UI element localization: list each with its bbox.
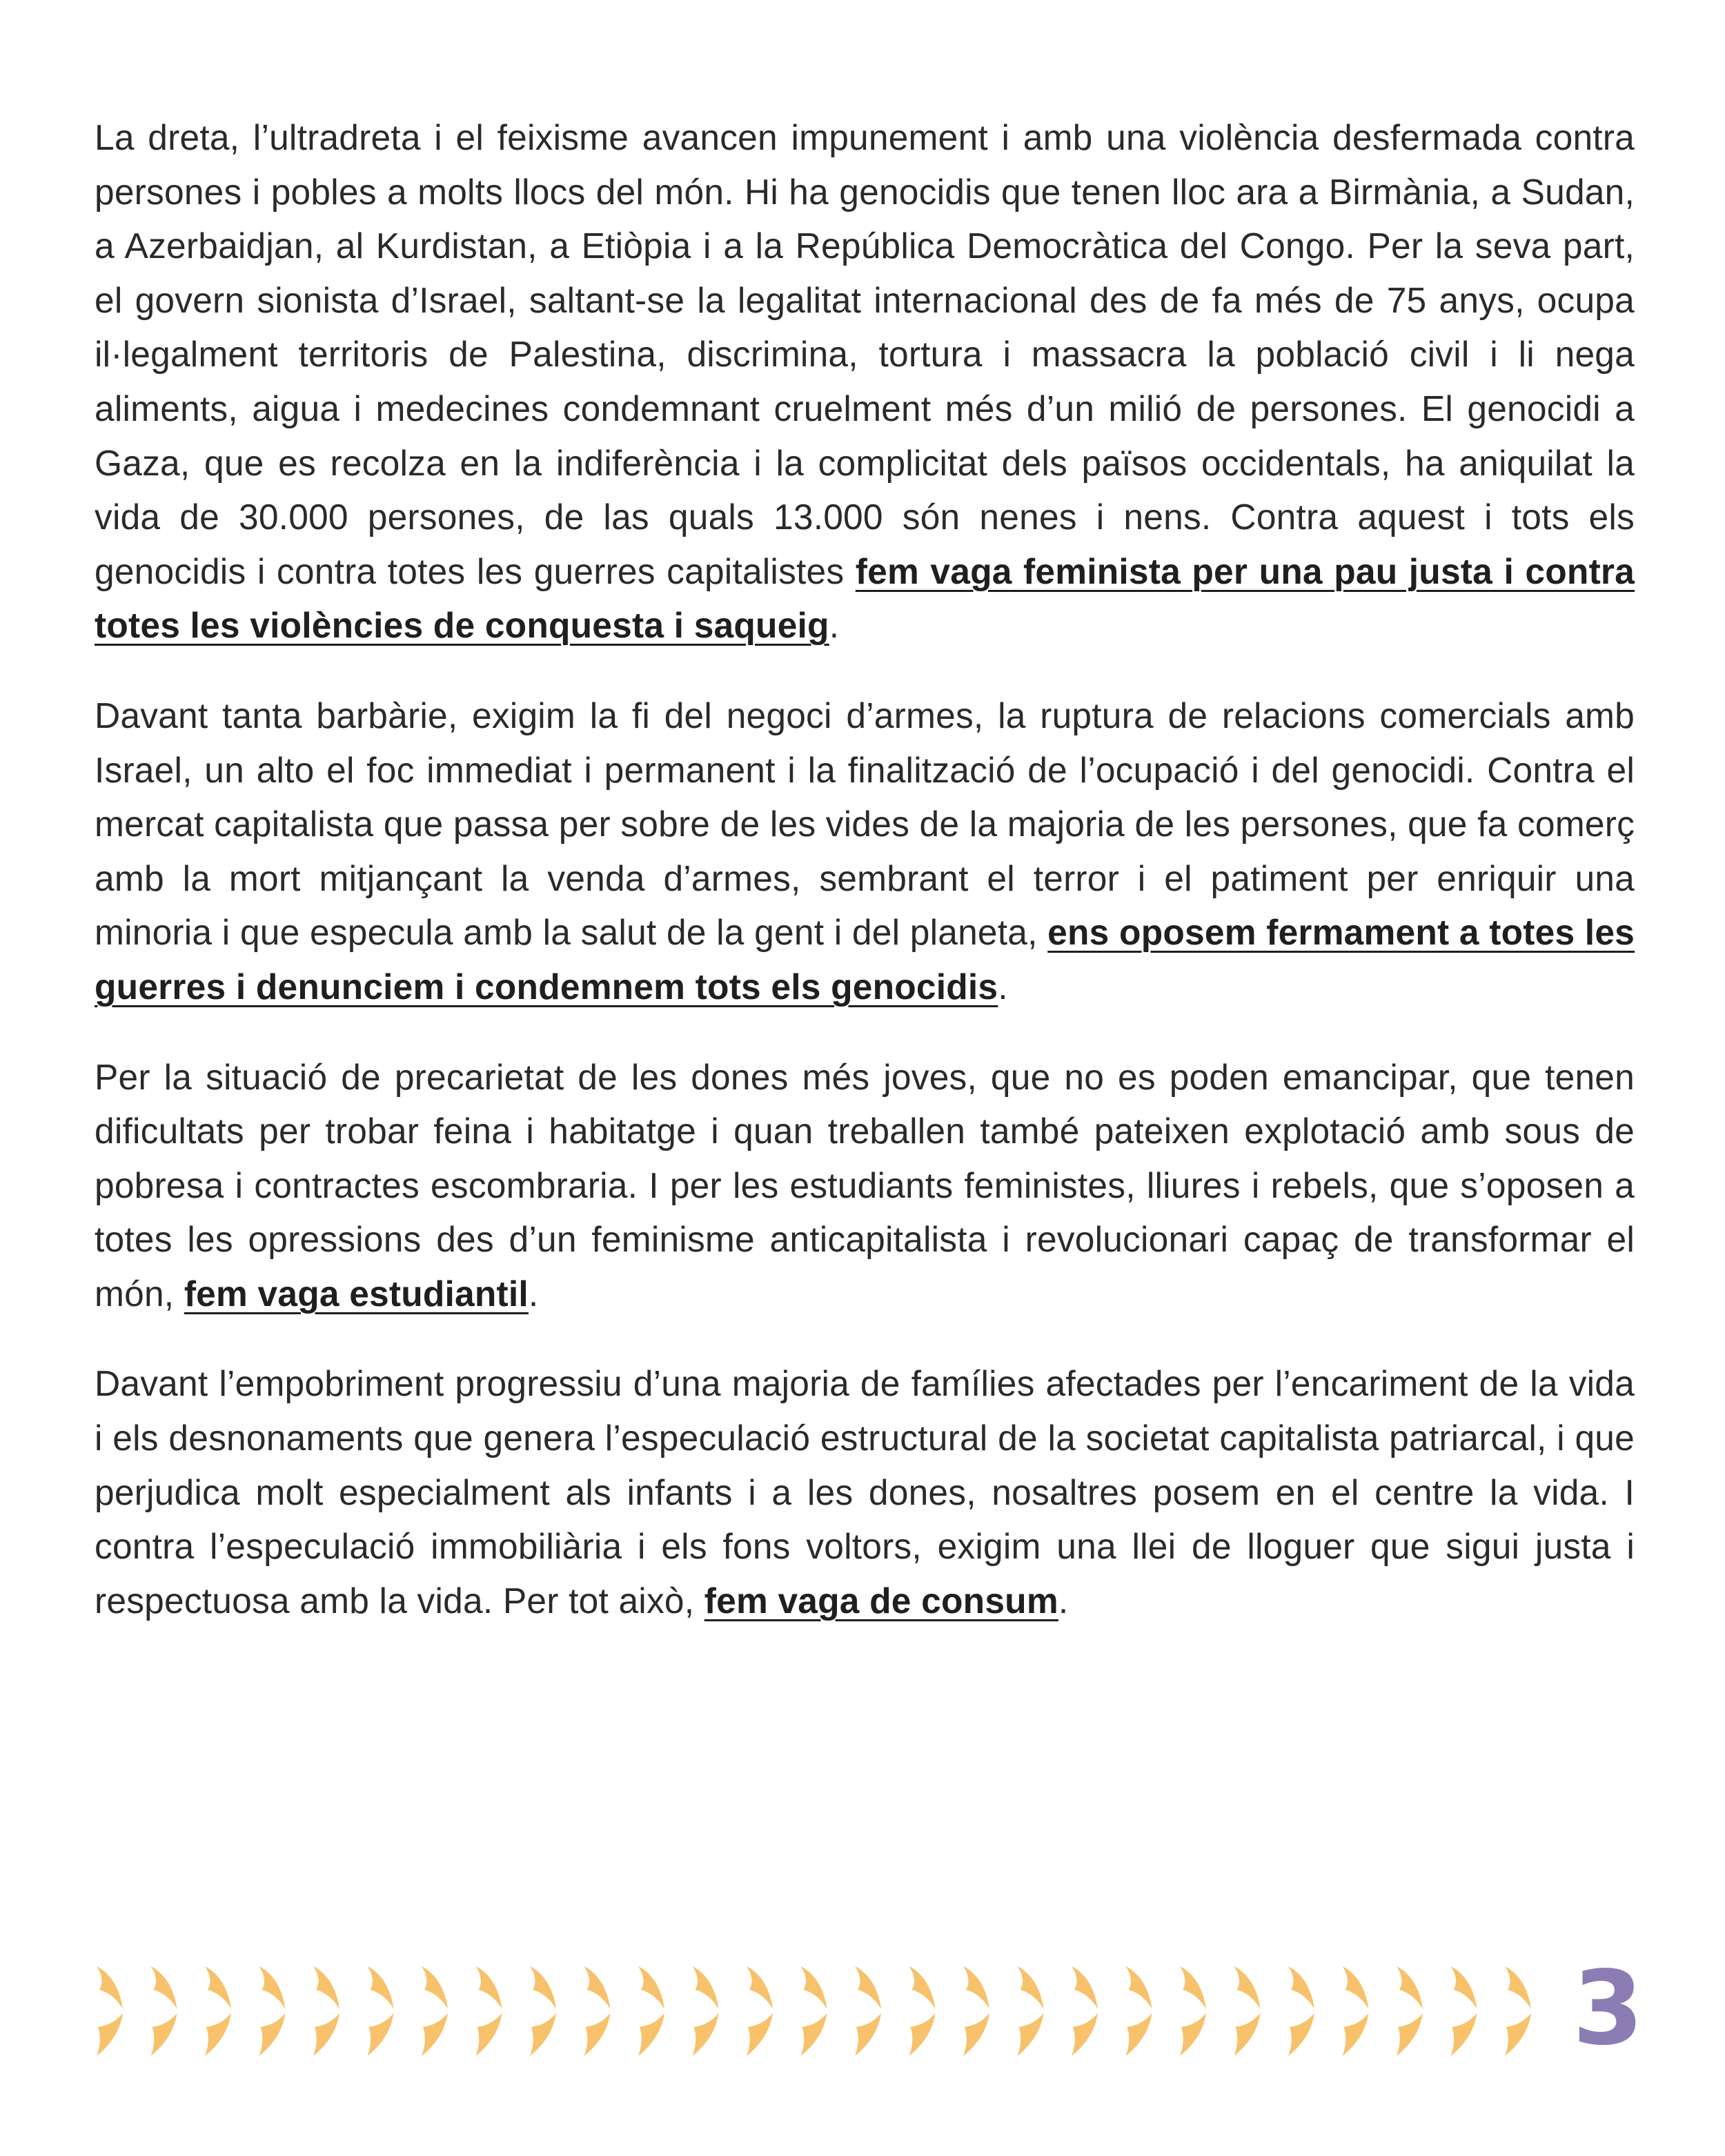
paragraph-4-emphasis: fem vaga de consum (704, 1580, 1058, 1621)
paragraph-3 (95, 1050, 1635, 1321)
paragraph-4-text: Davant l’empobriment progressiu d’una majoria de famílies afectades per l’encariment de la vida i els desnonaments que genera l’especulació estructural de la societat capitalista patriarcal, i que perjudica molt especialment als infants i a les dones, nosaltres posem en el centre la vida. I contra l’especulació immobiliària i els fons voltors, exigim una llei de lloguer que sigui justa i respectuosa amb la vida. Per tot això, (95, 1363, 1635, 1621)
paragraph-3-text: Per la situació de precarietat de les dones més joves, que no es poden emancipar, que tenen dificultats per trobar feina i habitatge i quan treballen també pateixen explotació amb sous de pobresa i contractes escombraria. I per les estudiants feministes, lliures i rebels, que s’oposen a totes les opressions des d’un feminisme anticapitalista i revolucionari capaç de transformar el món, (95, 1056, 1635, 1314)
paragraph-2-emphasis: ens oposem fermament a totes les guerres i denunciem i condemnem tots els genocidis (95, 912, 1635, 1007)
chevron-icon (855, 1966, 881, 2056)
chevron-icon (909, 1966, 936, 2056)
paragraph-1-end: . (829, 605, 840, 646)
paragraph-4 (95, 1356, 1635, 1628)
paragraph-3-emphasis: fem vaga estudiantil (184, 1273, 529, 1314)
chevron-icon (1126, 1966, 1152, 2056)
chevron-icon (747, 1966, 773, 2056)
chevron-icon (1505, 1966, 1531, 2056)
chevron-icon (205, 1966, 231, 2056)
chevron-icon (1018, 1966, 1044, 2056)
chevron-icon (259, 1966, 286, 2056)
paragraph-4-end: . (1058, 1580, 1069, 1621)
document-body (95, 110, 1635, 1663)
chevron-icon (1397, 1966, 1423, 2056)
chevron-icon (530, 1966, 556, 2056)
paragraph-2-end: . (998, 966, 1008, 1007)
paragraph-3-end: . (528, 1273, 539, 1314)
chevron-icon (638, 1966, 664, 2056)
chevron-icon (368, 1966, 394, 2056)
chevron-icon (963, 1966, 989, 2056)
chevron-icon (801, 1966, 827, 2056)
paragraph-1-text: La dreta, l’ultradreta i el feixisme avancen impunement i amb una violència desfermada contra persones i pobles a molts llocs del món. Hi ha genocidis que tenen lloc ara a Birmània, a Sudan, a Azerbaidjan, al Kurdistan, a Etiòpia i a la República Democràtica del Congo. Per la seva part, el govern sionista d’Israel, saltant-se la legalitat internacional des de fa més de 75 anys, ocupa il·legalment territoris de Palestina, discrimina, tortura i massacra la població civil i li nega aliments, aigua i medecines condemnant cruelment més d’un milió de persones. El genocidi a Gaza, que es recolza en la indiferència i la complicitat dels països occidentals, ha aniquilat la vida de 30.000 persones, de las quals 13.000 són nenes i nens. Contra aquest i tots els genocidis i contra totes les guerres capitalistes (95, 117, 1635, 591)
paragraph-1-emphasis: fem vaga feminista per una pau justa i contra totes les violències de conquesta i saqueig (95, 551, 1635, 646)
chevron-icon (476, 1966, 502, 2056)
chevron-decoration (91, 1959, 1561, 2063)
chevron-icon (584, 1966, 611, 2056)
paragraph-1 (95, 110, 1635, 653)
chevron-icon (313, 1966, 339, 2056)
chevron-icon (1072, 1966, 1098, 2056)
chevron-icon (693, 1966, 719, 2056)
chevron-icon (1234, 1966, 1261, 2056)
chevron-icon (97, 1966, 123, 2056)
chevron-icon (422, 1966, 448, 2056)
page-footer (91, 1949, 1644, 2068)
paragraph-2-text: Davant tanta barbàrie, exigim la fi del negoci d’armes, la ruptura de relacions comercials amb Israel, un alto el foc immediat i permanent i la finalització de l’ocupació i del genocidi. Contra el mercat capitalista que passa per sobre de les vides de la majoria de les persones, que fa comerç amb la mort mitjançant la venda d’armes, sembrant el terror i el patiment per enriquir una minoria i que especula amb la salut de la gent i del planeta, (95, 695, 1635, 953)
chevron-icon (1288, 1966, 1314, 2056)
chevron-icon (1180, 1966, 1206, 2056)
chevron-icon (1343, 1966, 1369, 2056)
paragraph-2 (95, 689, 1635, 1014)
chevron-icon (1451, 1966, 1477, 2056)
page-number: 3 (1573, 1949, 1644, 2068)
chevron-icon (151, 1966, 177, 2056)
